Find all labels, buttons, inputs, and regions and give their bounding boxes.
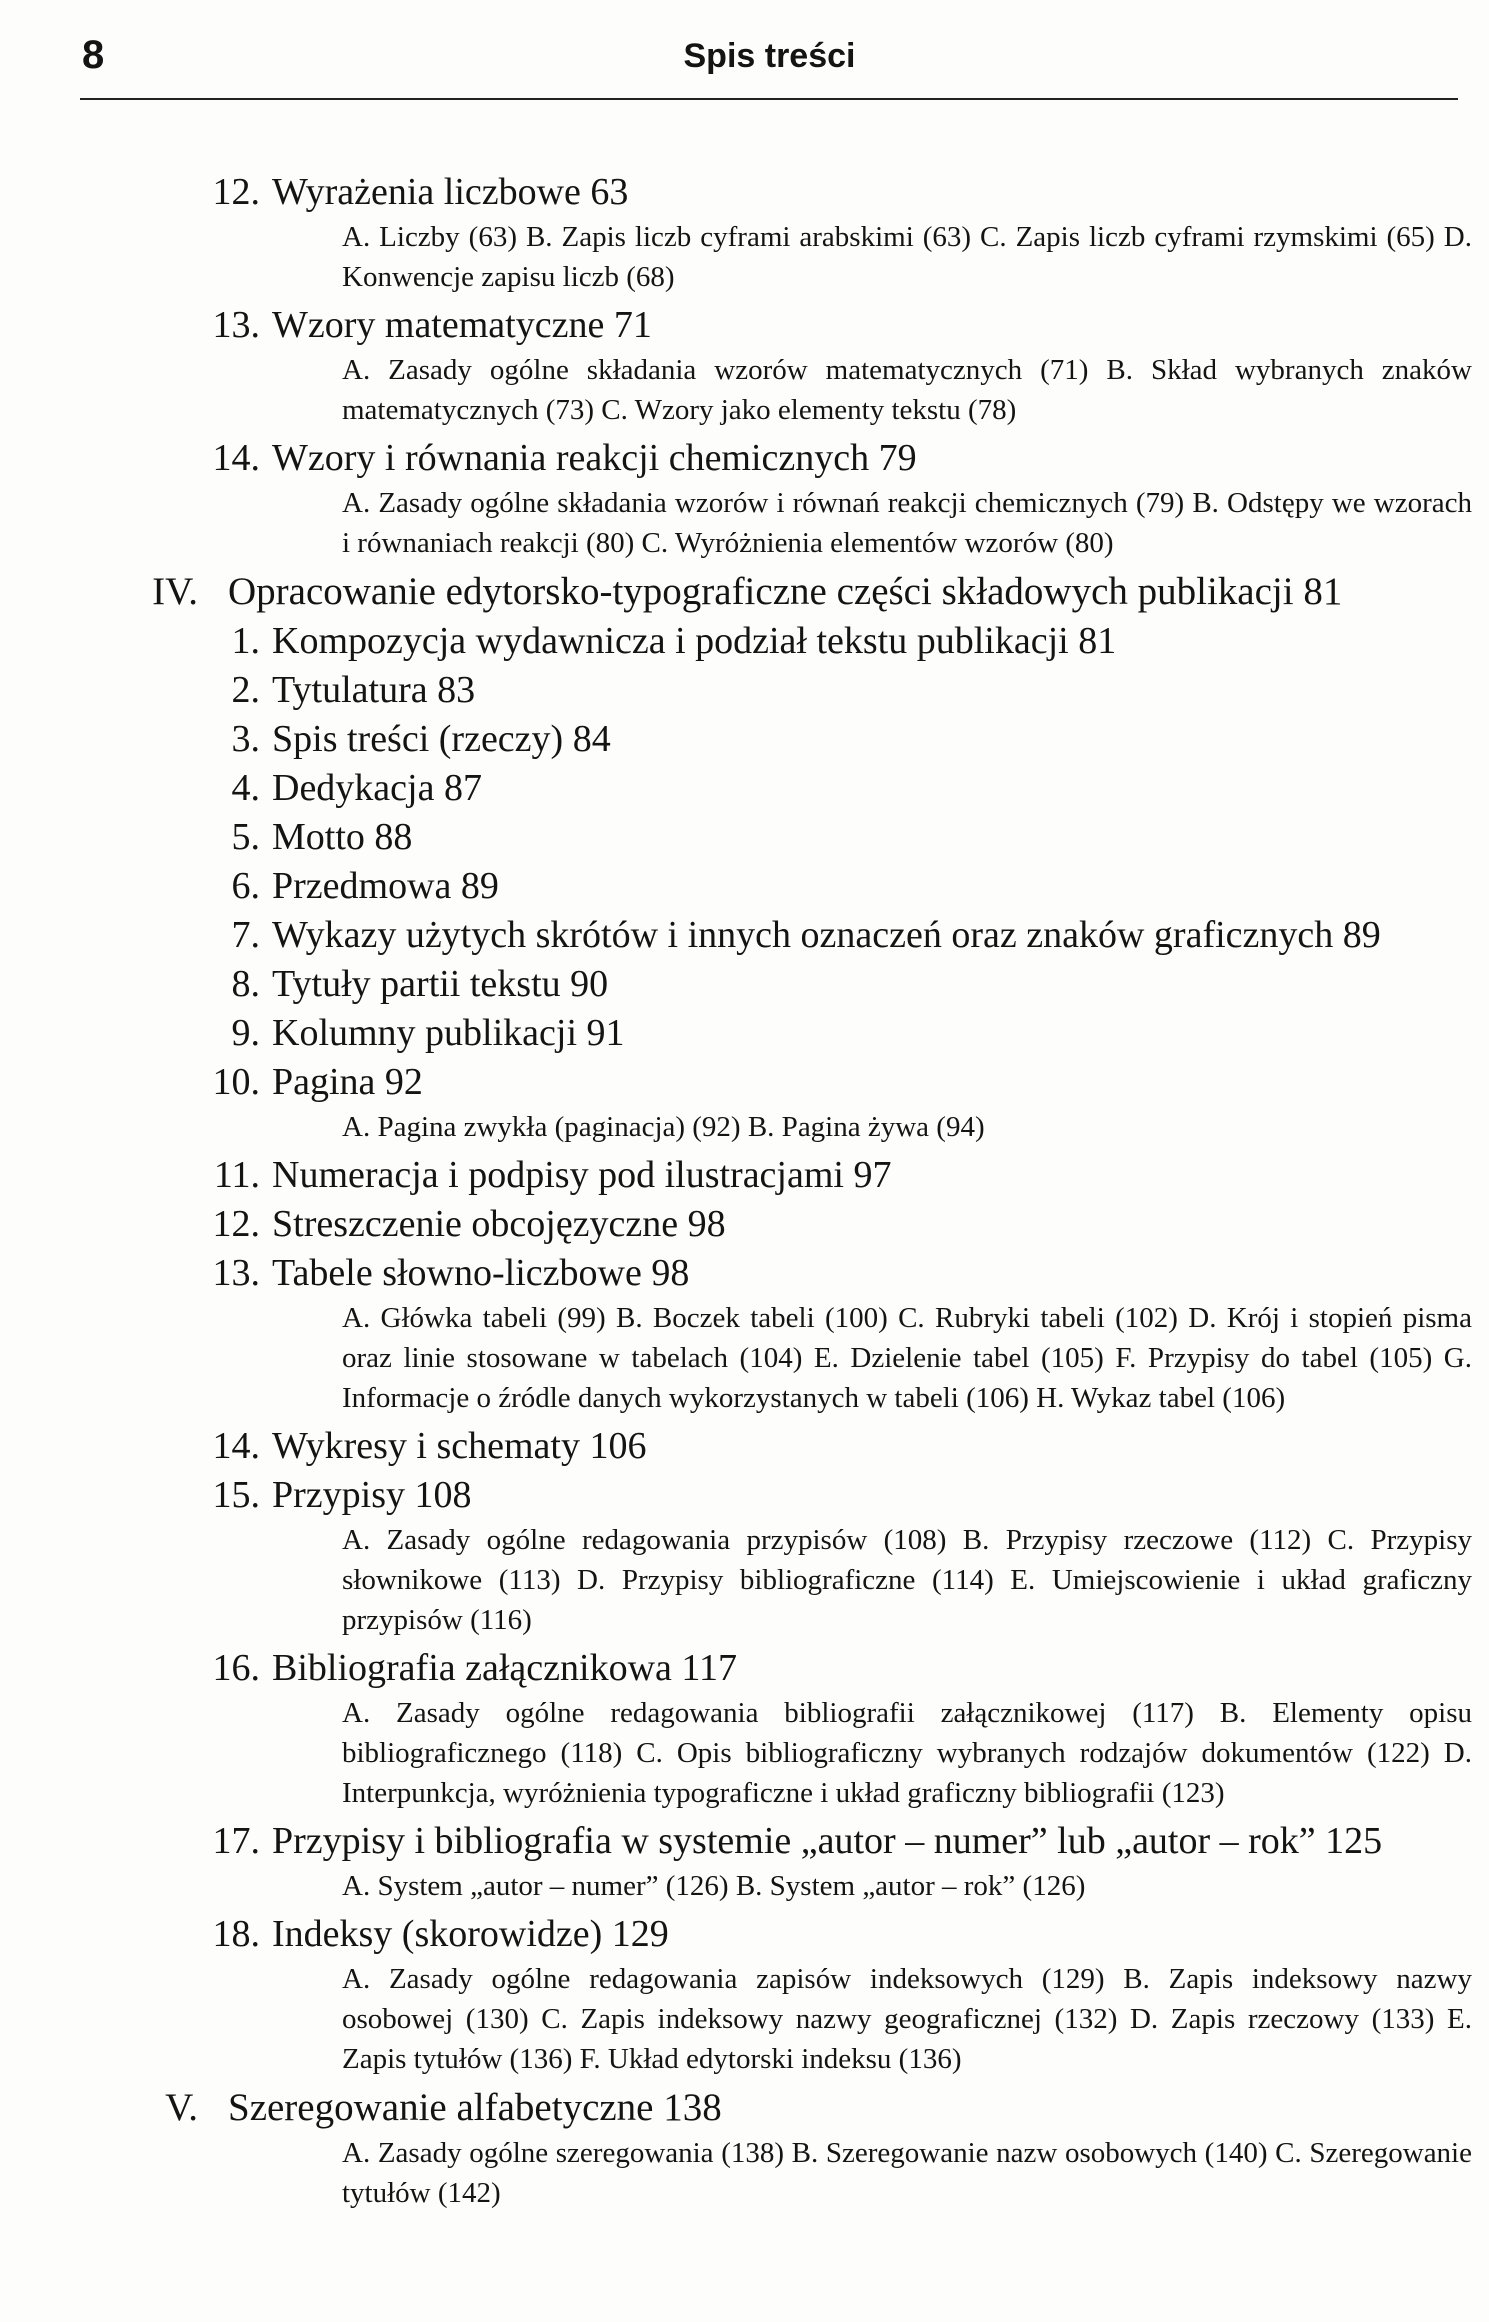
toc-chapter-entry	[0, 168, 1489, 217]
entry-subsections: A. Zasady ogólne składania wzorów i równań reakcji chemicznych (79) B. Odstępy we wzorach i równaniach reakcji (80) C. Wyróżnienia elementów wzorów (80)	[342, 487, 1472, 559]
entry-title: Numeracja i podpisy pod ilustracjami 97	[272, 1154, 892, 1196]
toc-part-entry	[0, 567, 1489, 617]
entry-title: Opracowanie edytorsko-typograficzne części składowych publikacji 81	[228, 570, 1343, 613]
toc-chapter-entry	[0, 617, 1489, 666]
entry-subsections: A. Liczby (63) B. Zapis liczb cyframi arabskimi (63) C. Zapis liczb cyframi rzymskimi (65) D. Konwencje zapisu liczb (68)	[342, 221, 1472, 293]
entry-number: 10.	[212, 1061, 260, 1103]
entry-number: 13.	[212, 1252, 260, 1294]
entry-title: Wykresy i schematy 106	[272, 1425, 647, 1467]
toc-chapter-entry	[0, 1644, 1489, 1693]
toc-chapter-entry	[0, 1058, 1489, 1107]
entry-title: Tabele słowno-liczbowe 98	[272, 1252, 690, 1294]
entry-title: Wzory i równania reakcji chemicznych 79	[272, 437, 917, 479]
toc-chapter-entry	[0, 301, 1489, 350]
toc-chapter-entry	[0, 1151, 1489, 1200]
entry-title: Przypisy i bibliografia w systemie „autor – numer” lub „autor – rok” 125	[272, 1820, 1383, 1862]
entry-title: Spis treści (rzeczy) 84	[272, 718, 611, 760]
entry-number: 15.	[212, 1474, 260, 1516]
toc-chapter-entry	[0, 813, 1489, 862]
entry-title: Motto 88	[272, 816, 413, 858]
entry-title: Kompozycja wydawnicza i podział tekstu publikacji 81	[272, 620, 1117, 662]
page-number: 8	[82, 33, 105, 77]
entry-subsections: A. Pagina zwykła (paginacja) (92) B. Pagina żywa (94)	[342, 1111, 985, 1143]
entry-title: Przedmowa 89	[272, 865, 499, 907]
toc-chapter-entry	[0, 1200, 1489, 1249]
entry-title: Streszczenie obcojęzyczne 98	[272, 1203, 726, 1245]
toc-chapter-entry	[0, 1910, 1489, 1959]
entry-title: Wzory matematyczne 71	[272, 304, 652, 346]
entry-title: Bibliografia załącznikowa 117	[272, 1647, 737, 1689]
toc-chapter-entry	[0, 764, 1489, 813]
entry-subsections: A. Zasady ogólne redagowania zapisów indeksowych (129) B. Zapis indeksowy nazwy osobowej (130) C. Zapis indeksowy nazwy geograficznej (132) D. Zapis rzeczowy (133) E. Zapis tytułów (136) F. Układ edytorski indeksu (136)	[342, 1963, 1472, 2075]
toc-chapter-entry	[0, 1249, 1489, 1298]
toc-part-entry	[0, 2083, 1489, 2133]
toc-chapter-entry	[0, 1471, 1489, 1520]
table-of-contents	[0, 168, 1489, 2217]
toc-chapter-entry	[0, 1817, 1489, 1866]
entry-title: Tytulatura 83	[272, 669, 476, 711]
entry-title: Wyrażenia liczbowe 63	[272, 171, 629, 213]
toc-chapter-entry	[0, 1422, 1489, 1471]
toc-chapter-entry	[0, 715, 1489, 764]
toc-chapter-entry	[0, 911, 1489, 960]
entry-title: Indeksy (skorowidze) 129	[272, 1913, 669, 1955]
entry-number: 7.	[231, 914, 260, 956]
entry-number: 14.	[212, 1425, 260, 1467]
entry-subsections: A. Zasady ogólne szeregowania (138) B. Szeregowanie nazw osobowych (140) C. Szeregowanie tytułów (142)	[342, 2137, 1472, 2209]
entry-title: Dedykacja 87	[272, 767, 482, 809]
entry-number: V.	[165, 2086, 198, 2129]
entry-title: Tytuły partii tekstu 90	[272, 963, 609, 1005]
entry-title: Pagina 92	[272, 1061, 423, 1103]
header-rule	[80, 98, 1458, 100]
toc-chapter-entry	[0, 434, 1489, 483]
page-header	[82, 30, 1457, 90]
entry-number: 1.	[231, 620, 260, 662]
entry-number: 14.	[212, 437, 260, 479]
entry-number: 12.	[212, 1203, 260, 1245]
entry-number: 2.	[231, 669, 260, 711]
entry-number: 5.	[231, 816, 260, 858]
toc-chapter-entry	[0, 862, 1489, 911]
toc-chapter-entry	[0, 666, 1489, 715]
entry-title: Szeregowanie alfabetyczne 138	[228, 2086, 722, 2129]
entry-title: Kolumny publikacji 91	[272, 1012, 625, 1054]
entry-number: 12.	[212, 171, 260, 213]
entry-subsections: A. Zasady ogólne redagowania przypisów (108) B. Przypisy rzeczowe (112) C. Przypisy słownikowe (113) D. Przypisy bibliograficzne (114) E. Umiejscowienie i układ graficzny przypisów (116)	[342, 1524, 1472, 1636]
entry-number: 3.	[231, 718, 260, 760]
entry-subsections: A. Zasady ogólne składania wzorów matematycznych (71) B. Skład wybranych znaków matematycznych (73) C. Wzory jako elementy tekstu (78)	[342, 354, 1472, 426]
entry-title: Przypisy 108	[272, 1474, 472, 1516]
entry-number: 6.	[231, 865, 260, 907]
entry-number: 8.	[231, 963, 260, 1005]
entry-number: 17.	[212, 1820, 260, 1862]
toc-chapter-entry	[0, 960, 1489, 1009]
entry-number: 9.	[231, 1012, 260, 1054]
entry-number: 4.	[231, 767, 260, 809]
toc-chapter-entry	[0, 1009, 1489, 1058]
running-title: Spis treści	[683, 37, 856, 75]
entry-subsections: A. Zasady ogólne redagowania bibliografii załącznikowej (117) B. Elementy opisu bibliograficznego (118) C. Opis bibliograficzny wybranych rodzajów dokumentów (122) D. Interpunkcja, wyróżnienia typograficzne i układ graficzny bibliografii (123)	[342, 1697, 1472, 1809]
entry-number: IV.	[152, 570, 198, 613]
entry-title: Wykazy użytych skrótów i innych oznaczeń oraz znaków graficznych 89	[272, 914, 1381, 956]
entry-number: 18.	[212, 1913, 260, 1955]
entry-subsections: A. Główka tabeli (99) B. Boczek tabeli (100) C. Rubryki tabeli (102) D. Krój i stopień pisma oraz linie stosowane w tabelach (104) E. Dzielenie tabel (105) F. Przypisy do tabel (105) G. Informacje o źródle danych wykorzystanych w tabeli (106) H. Wykaz tabel (106)	[342, 1302, 1472, 1414]
entry-subsections: A. System „autor – numer” (126) B. System „autor – rok” (126)	[342, 1870, 1086, 1902]
entry-number: 11.	[213, 1154, 260, 1196]
entry-number: 13.	[212, 304, 260, 346]
entry-number: 16.	[212, 1647, 260, 1689]
